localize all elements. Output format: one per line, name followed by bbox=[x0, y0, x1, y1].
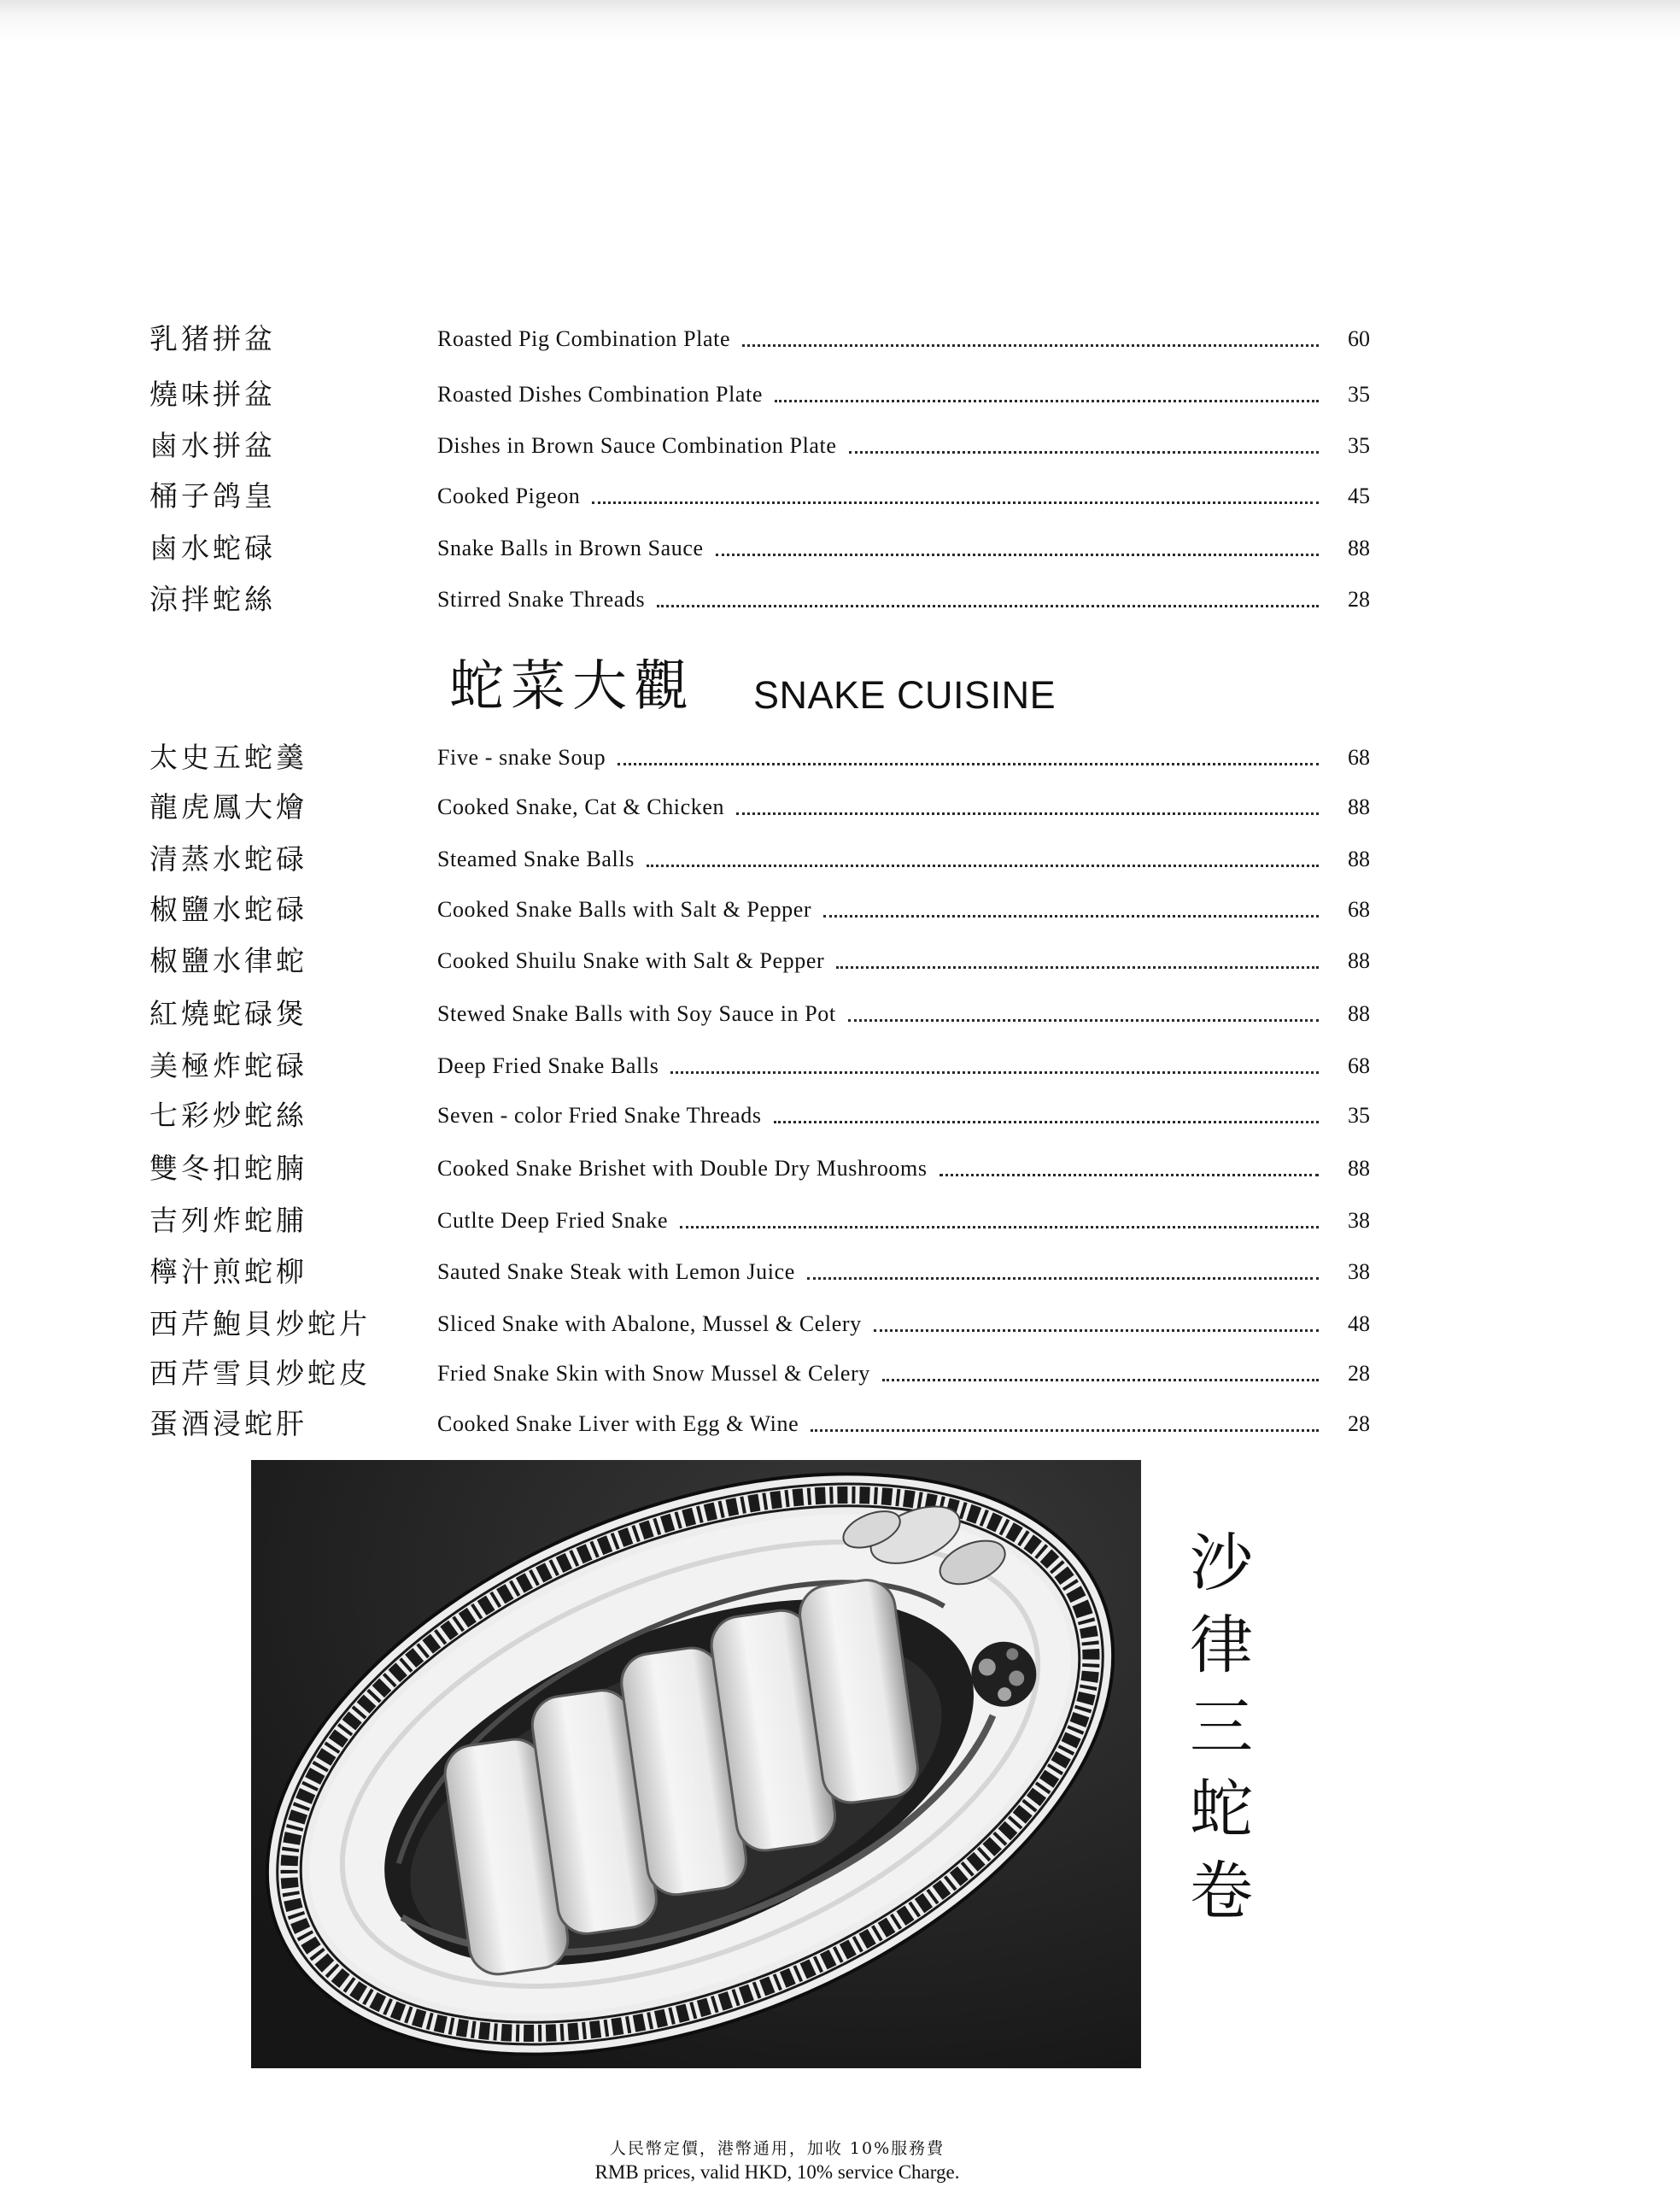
item-price: 38 bbox=[1348, 1208, 1370, 1233]
item-price: 48 bbox=[1348, 1311, 1370, 1336]
footer-note-en: RMB prices, valid HKD, 10% service Charge. bbox=[594, 2161, 960, 2183]
menu-item bbox=[0, 1099, 1680, 1133]
item-price: 68 bbox=[1348, 1053, 1370, 1078]
item-name-en: Sliced Snake with Abalone, Mussel & Celery bbox=[437, 1311, 862, 1336]
menu-item bbox=[0, 1204, 1680, 1238]
dish-photo bbox=[251, 1460, 1141, 2068]
dot-leader bbox=[836, 966, 1319, 969]
menu-item bbox=[0, 1357, 1680, 1391]
item-line bbox=[437, 378, 1319, 412]
dot-leader bbox=[811, 1429, 1319, 1432]
item-price: 88 bbox=[1348, 1156, 1370, 1181]
item-line bbox=[437, 1204, 1319, 1238]
dot-leader bbox=[807, 1277, 1319, 1280]
item-line bbox=[437, 1099, 1319, 1133]
item-name-zh: 西芹鮑貝炒蛇片 bbox=[149, 1307, 371, 1340]
item-price: 45 bbox=[1348, 484, 1370, 508]
item-name-en: Seven - color Fried Snake Threads bbox=[437, 1103, 762, 1128]
dot-leader bbox=[940, 1174, 1319, 1176]
item-price: 88 bbox=[1348, 1001, 1370, 1026]
item-name-en: Sauted Snake Steak with Lemon Juice bbox=[437, 1259, 795, 1284]
item-line bbox=[437, 1255, 1319, 1289]
menu-item bbox=[0, 741, 1680, 775]
menu-item bbox=[0, 1152, 1680, 1186]
item-name-zh: 七彩炒蛇絲 bbox=[149, 1099, 307, 1132]
item-line bbox=[437, 842, 1319, 877]
item-name-en: Snake Balls in Brown Sauce bbox=[437, 536, 704, 560]
item-name-en: Fried Snake Skin with Snow Mussel & Celery bbox=[437, 1361, 870, 1386]
item-price: 68 bbox=[1348, 745, 1370, 770]
item-price: 28 bbox=[1348, 587, 1370, 612]
item-name-zh: 清蒸水蛇碌 bbox=[149, 842, 307, 876]
item-line bbox=[437, 322, 1319, 356]
menu-item bbox=[0, 429, 1680, 463]
item-price: 28 bbox=[1348, 1361, 1370, 1386]
item-name-zh: 太史五蛇羹 bbox=[149, 741, 307, 774]
item-line bbox=[437, 893, 1319, 927]
item-name-zh: 西芹雪貝炒蛇皮 bbox=[149, 1357, 371, 1390]
menu-item bbox=[0, 322, 1680, 356]
menu-item bbox=[0, 790, 1680, 824]
item-name-en: Cooked Snake Balls with Salt & Pepper bbox=[437, 897, 812, 922]
dot-leader bbox=[680, 1226, 1319, 1228]
dot-leader bbox=[882, 1379, 1319, 1381]
dish-photo-illustration bbox=[251, 1460, 1141, 2068]
dot-leader bbox=[849, 451, 1319, 454]
item-name-en: Cooked Shuilu Snake with Salt & Pepper bbox=[437, 948, 825, 973]
item-name-zh: 蛋酒浸蛇肝 bbox=[149, 1407, 307, 1440]
item-price: 35 bbox=[1348, 433, 1370, 458]
menu-item bbox=[0, 479, 1680, 513]
item-name-en: Cooked Snake Liver with Egg & Wine bbox=[437, 1411, 799, 1436]
item-price: 35 bbox=[1348, 1103, 1370, 1128]
item-line bbox=[437, 1152, 1319, 1186]
item-line bbox=[437, 741, 1319, 775]
item-name-en: Stirred Snake Threads bbox=[437, 587, 646, 612]
dot-leader bbox=[848, 1019, 1319, 1022]
item-name-zh: 紅燒蛇碌煲 bbox=[149, 997, 307, 1030]
dot-leader bbox=[670, 1071, 1319, 1074]
item-line bbox=[437, 1049, 1319, 1083]
item-line bbox=[437, 790, 1319, 824]
menu-item bbox=[0, 583, 1680, 617]
item-name-en: Cooked Snake, Cat & Chicken bbox=[437, 794, 725, 819]
item-name-en: Roasted Pig Combination Plate bbox=[437, 326, 731, 351]
menu-item bbox=[0, 1255, 1680, 1289]
menu-item bbox=[0, 378, 1680, 412]
item-name-zh: 雙冬扣蛇腩 bbox=[149, 1152, 307, 1185]
menu-item bbox=[0, 1049, 1680, 1083]
menu-item bbox=[0, 842, 1680, 877]
photo-caption: 沙律三蛇卷 bbox=[1180, 1529, 1253, 1939]
item-line bbox=[437, 997, 1319, 1031]
item-price: 88 bbox=[1348, 794, 1370, 819]
item-price: 88 bbox=[1348, 536, 1370, 560]
dot-leader bbox=[618, 763, 1319, 765]
item-line bbox=[437, 1407, 1319, 1441]
item-line bbox=[437, 944, 1319, 978]
item-price: 28 bbox=[1348, 1411, 1370, 1436]
item-name-en: Cooked Pigeon bbox=[437, 484, 581, 508]
item-line bbox=[437, 1357, 1319, 1391]
dot-leader bbox=[716, 554, 1319, 556]
dot-leader bbox=[775, 400, 1319, 402]
section-title-en: SNAKE CUISINE bbox=[753, 673, 1057, 717]
item-name-zh: 椒鹽水蛇碌 bbox=[149, 893, 307, 926]
menu-item bbox=[0, 1307, 1680, 1341]
item-name-en: Steamed Snake Balls bbox=[437, 847, 635, 871]
item-name-en: Deep Fried Snake Balls bbox=[437, 1053, 659, 1078]
item-name-zh: 美極炸蛇碌 bbox=[149, 1049, 307, 1082]
menu-item bbox=[0, 1407, 1680, 1441]
dot-leader bbox=[874, 1329, 1319, 1332]
dot-leader bbox=[774, 1121, 1319, 1123]
item-name-zh: 椒鹽水律蛇 bbox=[149, 944, 307, 977]
item-name-zh: 乳猪拼盆 bbox=[149, 322, 276, 355]
item-line bbox=[437, 583, 1319, 617]
item-price: 60 bbox=[1348, 326, 1370, 351]
menu-item bbox=[0, 997, 1680, 1031]
dot-leader bbox=[736, 812, 1319, 815]
dot-leader bbox=[647, 865, 1319, 867]
item-name-zh: 鹵水拼盆 bbox=[149, 429, 276, 462]
item-name-en: Five - snake Soup bbox=[437, 745, 606, 770]
item-line bbox=[437, 479, 1319, 513]
item-line bbox=[437, 429, 1319, 463]
section-title-zh: 蛇菜大觀 bbox=[449, 655, 695, 718]
item-name-zh: 涼拌蛇絲 bbox=[149, 583, 276, 616]
dot-leader bbox=[742, 344, 1319, 347]
item-name-zh: 燒味拼盆 bbox=[149, 378, 276, 411]
item-name-zh: 吉列炸蛇脯 bbox=[149, 1204, 307, 1237]
item-name-en: Stewed Snake Balls with Soy Sauce in Pot bbox=[437, 1001, 836, 1026]
item-price: 38 bbox=[1348, 1259, 1370, 1284]
item-price: 88 bbox=[1348, 847, 1370, 871]
item-name-zh: 檸汁煎蛇柳 bbox=[149, 1255, 307, 1288]
dot-leader bbox=[823, 915, 1319, 918]
dot-leader bbox=[592, 501, 1319, 504]
item-name-en: Cutlte Deep Fried Snake bbox=[437, 1208, 669, 1233]
dot-leader bbox=[657, 605, 1319, 607]
menu-item bbox=[0, 893, 1680, 927]
item-price: 88 bbox=[1348, 948, 1370, 973]
menu-item bbox=[0, 531, 1680, 566]
item-name-zh: 桶子鸽皇 bbox=[149, 479, 276, 513]
item-name-zh: 龍虎鳳大燴 bbox=[149, 790, 307, 824]
item-line bbox=[437, 1307, 1319, 1341]
item-price: 35 bbox=[1348, 382, 1370, 407]
item-name-zh: 鹵水蛇碌 bbox=[149, 531, 276, 565]
item-name-en: Roasted Dishes Combination Plate bbox=[437, 382, 764, 407]
footer-note-zh: 人民幣定價，港幣通用，加收 10%服務費 bbox=[609, 2139, 945, 2158]
item-name-en: Dishes in Brown Sauce Combination Plate bbox=[437, 433, 837, 458]
menu-item bbox=[0, 944, 1680, 978]
item-name-en: Cooked Snake Brishet with Double Dry Mushrooms bbox=[437, 1156, 928, 1181]
item-price: 68 bbox=[1348, 897, 1370, 922]
item-line bbox=[437, 531, 1319, 566]
